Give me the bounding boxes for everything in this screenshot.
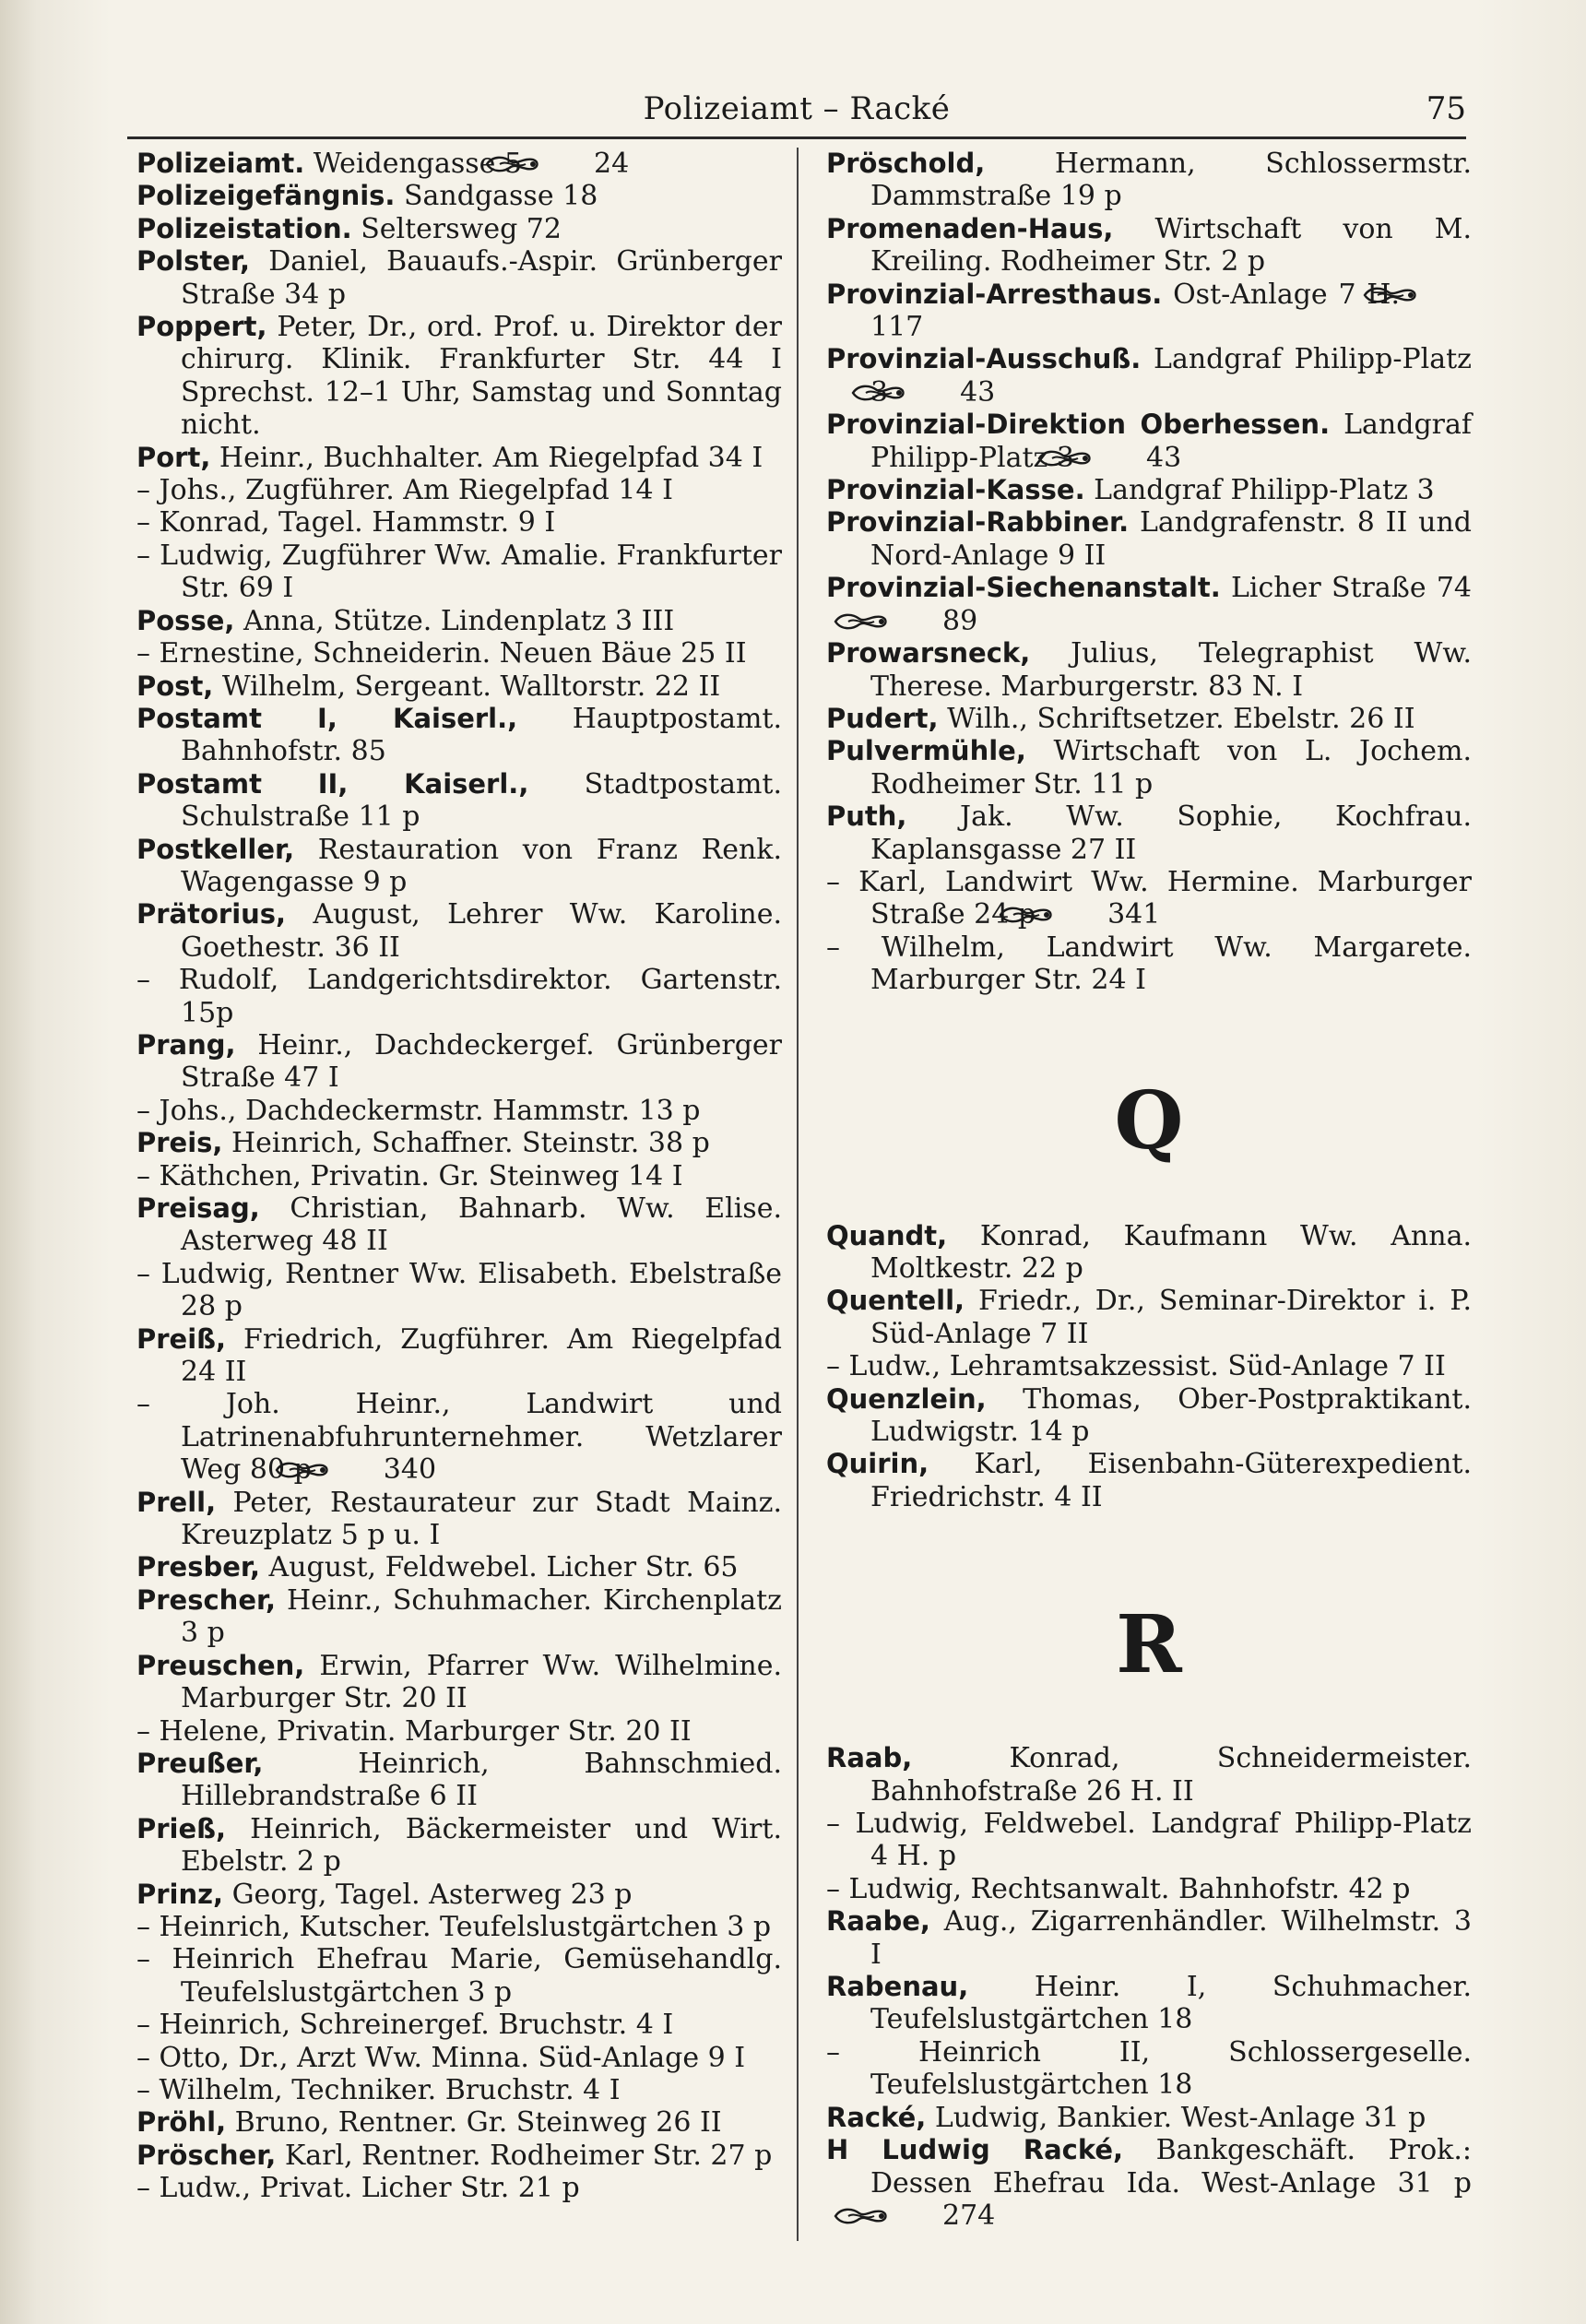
directory-entry xyxy=(136,1323,782,1389)
entry-name: Prell, xyxy=(136,1486,217,1518)
directory-entry xyxy=(826,1905,1472,1971)
entry-name: – xyxy=(136,2041,150,2074)
directory-entry xyxy=(826,2102,1472,2134)
entry-details: Heinr., Dachdeckergef. Grünberger Straße 47 I xyxy=(181,1028,782,1095)
right-column xyxy=(826,148,1472,2232)
entry-details: Jak. Ww. Sophie, Kochfrau. Kaplansgasse 27 II xyxy=(870,800,1472,866)
entry-details: Konrad, Schneidermeister. Bahnhofstraße 26 H. II xyxy=(870,1742,1472,1808)
entry-name: – xyxy=(136,1714,150,1748)
telephone-icon xyxy=(876,607,933,627)
entries-r xyxy=(826,1742,1472,2232)
entry-details: Ludw., Privat. Licher Str. 21 p xyxy=(159,2172,580,2205)
directory-entry xyxy=(136,245,782,311)
entries-q xyxy=(826,1220,1472,1514)
entry-details: Licher Straße 74 xyxy=(1230,572,1472,605)
left-column xyxy=(136,148,782,2205)
entry-details: Heinr. I, Schuhmacher. Teufelslustgärtchen 18 xyxy=(870,1971,1472,2036)
telephone-icon xyxy=(317,1455,374,1476)
entry-details: Seltersweg 72 xyxy=(361,212,562,245)
entry-name: Preiß, xyxy=(136,1322,227,1355)
directory-entry xyxy=(826,213,1472,279)
entry-name: Prang, xyxy=(136,1028,236,1061)
entry-name: – xyxy=(826,931,840,964)
entry-name: Polizeigefängnis. xyxy=(136,180,396,212)
directory-entry xyxy=(826,637,1472,703)
entry-details: Landgrafenstr. 8 II und Nord-Anlage 9 II xyxy=(870,506,1472,572)
entry-details: Otto, Dr., Arzt Ww. Minna. Süd-Anlage 9 I xyxy=(159,2041,746,2074)
directory-entry xyxy=(826,735,1472,800)
entry-details: Joh. Heinr., Landwirt und Latrinenabfuhrunternehmer. Wetzlarer Weg 80 p xyxy=(181,1388,782,1487)
entry-details: August, Lehrer Ww. Karoline. Goethestr. 36 II xyxy=(181,898,782,964)
entry-details: Heinrich, Schreinergef. Bruchstr. 4 I xyxy=(159,2009,674,2042)
entry-details: Wirtschaft von M. Kreiling. Rodheimer Str. 2 p xyxy=(870,212,1472,279)
entry-details: Ludwig, Zugführer Ww. Amalie. Frankfurter Str. 69 I xyxy=(160,539,782,605)
directory-entry xyxy=(136,2042,782,2074)
entry-details: Hauptpostamt. Bahnhofstr. 85 xyxy=(181,702,782,768)
telephone-number: 43 xyxy=(1146,441,1182,474)
directory-entry xyxy=(136,1258,782,1323)
entry-name: Rabenau, xyxy=(826,1971,969,2003)
entry-name: Prieß, xyxy=(136,1812,227,1844)
entry-details: Aug., Zigarrenhändler. Wilhelmstr. 3 I xyxy=(870,1905,1472,1971)
directory-entry xyxy=(826,409,1472,474)
entry-name: Quirin, xyxy=(826,1448,929,1480)
entry-details: Heinrich, Bäckermeister und Wirt. Ebelstr. 2 p xyxy=(181,1812,782,1879)
entry-name: – xyxy=(136,1159,150,1192)
telephone-number: 43 xyxy=(960,375,996,409)
entry-details: Konrad, Kaufmann Ww. Anna. Moltkestr. 22 p xyxy=(870,1219,1472,1285)
entry-details: Heinrich, Kutscher. Teufelslustgärtchen 3 p xyxy=(159,1910,772,1943)
entry-name: Prinz, xyxy=(136,1878,224,1910)
entry-name: Posse, xyxy=(136,604,235,636)
directory-entry xyxy=(826,474,1472,506)
directory-entry xyxy=(136,1715,782,1748)
telephone-number: 341 xyxy=(1107,898,1161,931)
entry-name: Preuschen, xyxy=(136,1649,305,1681)
directory-entry xyxy=(136,670,782,703)
entry-details: Hermann, Schlossermstr. Dammstraße 19 p xyxy=(870,148,1472,213)
page-header xyxy=(127,83,1466,135)
entry-details: Rudolf, Landgerichtsdirektor. Gartenstr. 15p xyxy=(178,964,782,1029)
entry-name: – xyxy=(136,1257,150,1290)
entry-details: Landgraf Philipp-Platz 3 xyxy=(870,409,1472,474)
entry-details: Wilhelm, Landwirt Ww. Margarete. Marburger Str. 24 I xyxy=(870,931,1472,997)
entry-name: Polizeistation. xyxy=(136,212,352,244)
entry-name: Post, xyxy=(136,670,214,702)
telephone-number: 89 xyxy=(942,604,978,637)
directory-entry xyxy=(826,800,1472,866)
directory-entry xyxy=(826,1285,1472,1350)
entry-details: Johs., Zugführer. Am Riegelpfad 14 I xyxy=(159,474,673,507)
running-title: Polizeiamt – Racké xyxy=(643,90,951,127)
entry-name: Racké, xyxy=(826,2101,927,2133)
directory-entry xyxy=(136,213,782,245)
entry-details: Peter, Restaurateur zur Stadt Mainz. Kreuzplatz 5 p u. I xyxy=(181,1486,782,1552)
telephone-icon xyxy=(1041,900,1098,920)
directory-entry xyxy=(826,1350,1472,1382)
directory-entry xyxy=(136,2140,782,2172)
directory-entry xyxy=(136,180,782,212)
entry-details: Friedrich, Zugführer. Am Riegelpfad 24 II xyxy=(181,1322,782,1389)
entry-details: Konrad, Tagel. Hammstr. 9 I xyxy=(159,506,556,540)
entry-name: – xyxy=(136,964,150,997)
entry-name: – xyxy=(136,539,150,572)
entry-details: Bruno, Rentner. Gr. Steinweg 26 II xyxy=(234,2106,722,2140)
entry-name: Preis, xyxy=(136,1127,223,1159)
directory-entry xyxy=(136,1192,782,1258)
directory-entry xyxy=(136,1551,782,1583)
entry-details: Käthchen, Privatin. Gr. Steinweg 14 I xyxy=(159,1159,683,1192)
entry-name: – xyxy=(826,865,840,898)
page-number: 75 xyxy=(1426,90,1466,127)
entry-name: – xyxy=(136,1388,150,1421)
entry-name: – xyxy=(826,1350,840,1383)
directory-entry xyxy=(826,1448,1472,1513)
directory-entry xyxy=(136,442,782,474)
telephone-number: 24 xyxy=(594,148,630,180)
entry-details: Karl, Eisenbahn-Güterexpedient. Friedrichstr. 4 II xyxy=(870,1448,1472,1513)
entry-name: Raab, xyxy=(826,1742,913,1774)
entry-name: Pulvermühle, xyxy=(826,735,1026,767)
entry-name: – xyxy=(136,506,150,540)
entry-name: Provinzial-Rabbiner. xyxy=(826,506,1130,539)
entry-details: Wirtschaft von L. Jochem. Rodheimer Str. 11 p xyxy=(870,735,1472,800)
entry-name: – xyxy=(136,2073,150,2106)
directory-entry xyxy=(136,1388,782,1486)
entry-name: – xyxy=(136,2009,150,2042)
entry-details: Daniel, Bauaufs.-Aspir. Grünberger Straße 34 p xyxy=(181,245,782,311)
telephone-icon xyxy=(1080,444,1137,464)
entry-name: Pröschold, xyxy=(826,148,986,179)
entry-name: – xyxy=(826,2035,840,2069)
directory-entry xyxy=(136,1584,782,1650)
directory-entry xyxy=(826,148,1472,213)
entry-name: Presber, xyxy=(136,1551,260,1583)
directory-entry xyxy=(136,506,782,539)
entry-name: H Ludwig Racké, xyxy=(826,2134,1124,2166)
entry-name: Prescher, xyxy=(136,1583,277,1616)
directory-entry xyxy=(136,768,782,834)
telephone-icon xyxy=(1405,280,1462,301)
entry-details: Karl, Rentner. Rodheimer Str. 27 p xyxy=(284,2139,773,2172)
directory-entry xyxy=(136,474,782,506)
entry-details: Restauration von Franz Renk. Wagengasse 9 p xyxy=(181,833,782,898)
entry-name: Postkeller, xyxy=(136,833,295,865)
entry-name: Polizeiamt. xyxy=(136,148,305,179)
entry-name: Promenaden-Haus, xyxy=(826,212,1114,244)
header-rule xyxy=(127,136,1466,139)
directory-entry xyxy=(136,311,782,442)
directory-entry xyxy=(136,964,782,1029)
entry-details: Christian, Bahnarb. Ww. Elise. Asterweg 48 II xyxy=(181,1192,782,1258)
entry-name: Pröscher, xyxy=(136,2139,277,2171)
entry-details: Weidengasse 5 xyxy=(313,148,523,180)
entry-details: Ludwig, Feldwebel. Landgraf Philipp-Platz 4 H. p xyxy=(855,1808,1472,1873)
entry-name: Quentell, xyxy=(826,1285,965,1317)
entry-details: Landgraf Philipp-Platz 3 xyxy=(870,343,1472,409)
directory-entry xyxy=(136,2074,782,2106)
entry-details: Ludw., Lehramtsakzessist. Süd-Anlage 7 II xyxy=(848,1350,1446,1383)
entry-details: Peter, Dr., ord. Prof. u. Direktor der chirurg. Klinik. Frankfurter Str. 44 I Sprechst. 12–1 Uhr, Samstag und Sonntag nicht. xyxy=(181,311,782,442)
entry-name: – xyxy=(136,1094,150,1127)
entry-name: – xyxy=(826,1872,840,1905)
entry-name: Pröhl, xyxy=(136,2106,227,2139)
directory-entry xyxy=(826,703,1472,735)
entry-name: Port, xyxy=(136,441,211,473)
entry-details: Stadtpostamt. Schulstraße 11 p xyxy=(181,767,782,834)
directory-entry xyxy=(826,1383,1472,1449)
entry-name: – xyxy=(136,637,150,670)
entry-details: Karl, Landwirt Ww. Hermine. Marburger Straße 24 p xyxy=(858,865,1472,931)
entry-details: Erwin, Pfarrer Ww. Wilhelmine. Marburger Str. 20 II xyxy=(181,1649,782,1715)
entry-details: Ludwig, Rentner Ww. Elisabeth. Ebelstraße 28 p xyxy=(160,1257,782,1323)
entry-name: – xyxy=(136,1910,150,1943)
directory-entry xyxy=(826,279,1472,344)
telephone-number: 117 xyxy=(870,311,924,344)
entry-name: – xyxy=(826,1808,840,1841)
entry-name: Raabe, xyxy=(826,1905,930,1938)
directory-entry xyxy=(136,1029,782,1095)
directory-entry xyxy=(136,1095,782,1127)
directory-entry xyxy=(136,148,782,180)
entry-details: Heinr., Schuhmacher. Kirchenplatz 3 p xyxy=(181,1583,782,1650)
entry-details: Georg, Tagel. Asterweg 23 p xyxy=(231,1878,633,1911)
directory-entry xyxy=(136,1487,782,1552)
entry-details: Wilhelm, Sergeant. Walltorstr. 22 II xyxy=(221,670,721,703)
telephone-icon xyxy=(894,378,951,398)
directory-entry xyxy=(826,866,1472,931)
directory-entry xyxy=(826,1220,1472,1286)
directory-entry xyxy=(136,1160,782,1192)
entry-details: Heinrich II, Schlossergeselle. Teufelslustgärtchen 18 xyxy=(870,2035,1472,2102)
directory-entry xyxy=(136,703,782,768)
directory-entry xyxy=(826,1873,1472,1905)
entry-details: Julius, Telegraphist Ww. Therese. Marburgerstr. 83 N. I xyxy=(870,637,1472,703)
directory-entry xyxy=(826,2036,1472,2102)
entry-details: Wilhelm, Techniker. Bruchstr. 4 I xyxy=(159,2073,621,2106)
entry-name: Provinzial-Arresthaus. xyxy=(826,278,1163,310)
directory-entry xyxy=(136,2009,782,2041)
section-letter-r: R xyxy=(1116,1598,1182,1692)
entry-details: Helene, Privatin. Marburger Str. 20 II xyxy=(159,1714,692,1748)
entry-name: – xyxy=(136,1943,150,1976)
directory-entry xyxy=(136,1911,782,1943)
directory-entry xyxy=(136,540,782,605)
entry-name: Postamt I, Kaiserl., xyxy=(136,702,518,734)
entry-name: Preußer, xyxy=(136,1747,264,1779)
entry-name: Prätorius, xyxy=(136,898,287,931)
entries-p xyxy=(826,148,1472,997)
entry-name: Postamt II, Kaiserl., xyxy=(136,767,529,800)
entry-name: Provinzial-Ausschuß. xyxy=(826,343,1142,375)
telephone-number: 340 xyxy=(383,1453,437,1487)
directory-entry xyxy=(826,1742,1472,1808)
entry-details: August, Feldwebel. Licher Str. 65 xyxy=(268,1551,739,1584)
entry-details: Heinrich, Bahnschmied. Hillebrandstraße 6 II xyxy=(181,1747,782,1813)
directory-entry xyxy=(826,506,1472,572)
directory-entry xyxy=(826,1971,1472,2036)
entry-details: Ludwig, Rechtsanwalt. Bahnhofstr. 42 p xyxy=(848,1872,1411,1905)
directory-entry xyxy=(136,834,782,899)
entry-name: Puth, xyxy=(826,800,907,833)
directory-entry xyxy=(136,2172,782,2204)
directory-entry xyxy=(826,2134,1472,2232)
entry-details: Sandgasse 18 xyxy=(403,180,598,213)
entry-name: Pudert, xyxy=(826,702,939,734)
entry-details: Heinrich, Schaffner. Steinstr. 38 p xyxy=(231,1127,710,1160)
entry-name: – xyxy=(136,2172,150,2205)
directory-entry xyxy=(136,2106,782,2139)
section-letter-q: Q xyxy=(1114,1073,1184,1168)
directory-entry xyxy=(826,931,1472,997)
directory-entry xyxy=(136,898,782,964)
entry-name: Quenzlein, xyxy=(826,1382,987,1415)
column-divider xyxy=(797,148,799,2241)
entry-name: Provinzial-Direktion Oberhessen. xyxy=(826,409,1331,441)
entry-name: Quandt, xyxy=(826,1219,948,1251)
directory-entry xyxy=(136,1943,782,2009)
telephone-icon xyxy=(527,149,585,170)
entry-details: Wilh., Schriftsetzer. Ebelstr. 26 II xyxy=(947,702,1415,735)
directory-entry xyxy=(136,1650,782,1715)
entry-details: Thomas, Ober-Postpraktikant. Ludwigstr. 14 p xyxy=(870,1382,1472,1448)
directory-entry xyxy=(136,1813,782,1879)
directory-entry xyxy=(826,343,1472,409)
entry-details: Johs., Dachdeckermstr. Hammstr. 13 p xyxy=(159,1094,701,1127)
entry-details: Friedr., Dr., Seminar-Direktor i. P. Süd-Anlage 7 II xyxy=(870,1285,1472,1350)
entry-details: Ludwig, Bankier. West-Anlage 31 p xyxy=(934,2101,1426,2134)
entry-details: Heinr., Buchhalter. Am Riegelpfad 34 I xyxy=(219,441,763,474)
entry-details: Landgraf Philipp-Platz 3 xyxy=(1094,474,1435,507)
telephone-number: 274 xyxy=(942,2199,996,2232)
entry-name: Prowarsneck, xyxy=(826,637,1031,670)
entry-name: Polster, xyxy=(136,245,250,278)
directory-entry xyxy=(136,1748,782,1813)
entry-name: Provinzial-Kasse. xyxy=(826,474,1085,506)
entry-name: Preisag, xyxy=(136,1192,260,1224)
entry-details: Bankgeschäft. Prok.: Dessen Ehefrau Ida. West-Anlage 31 p xyxy=(870,2134,1473,2200)
directory-entry xyxy=(136,605,782,637)
telephone-icon xyxy=(876,2201,933,2222)
entry-details: Anna, Stütze. Lindenplatz 3 III xyxy=(243,604,675,637)
entry-details: Ost-Anlage 7 H. xyxy=(1173,278,1400,311)
entry-name: Provinzial-Siechenanstalt. xyxy=(826,572,1221,604)
directory-entry xyxy=(826,572,1472,637)
entry-details: Ernestine, Schneiderin. Neuen Bäue 25 II xyxy=(159,637,747,670)
directory-entry xyxy=(136,637,782,670)
directory-entry xyxy=(136,1879,782,1911)
entry-details: Heinrich Ehefrau Marie, Gemüsehandlg. Teufelslustgärtchen 3 p xyxy=(172,1943,782,2009)
entry-name: Poppert, xyxy=(136,311,267,343)
directory-entry xyxy=(136,1127,782,1159)
entry-name: – xyxy=(136,474,150,507)
directory-entry xyxy=(826,1808,1472,1873)
